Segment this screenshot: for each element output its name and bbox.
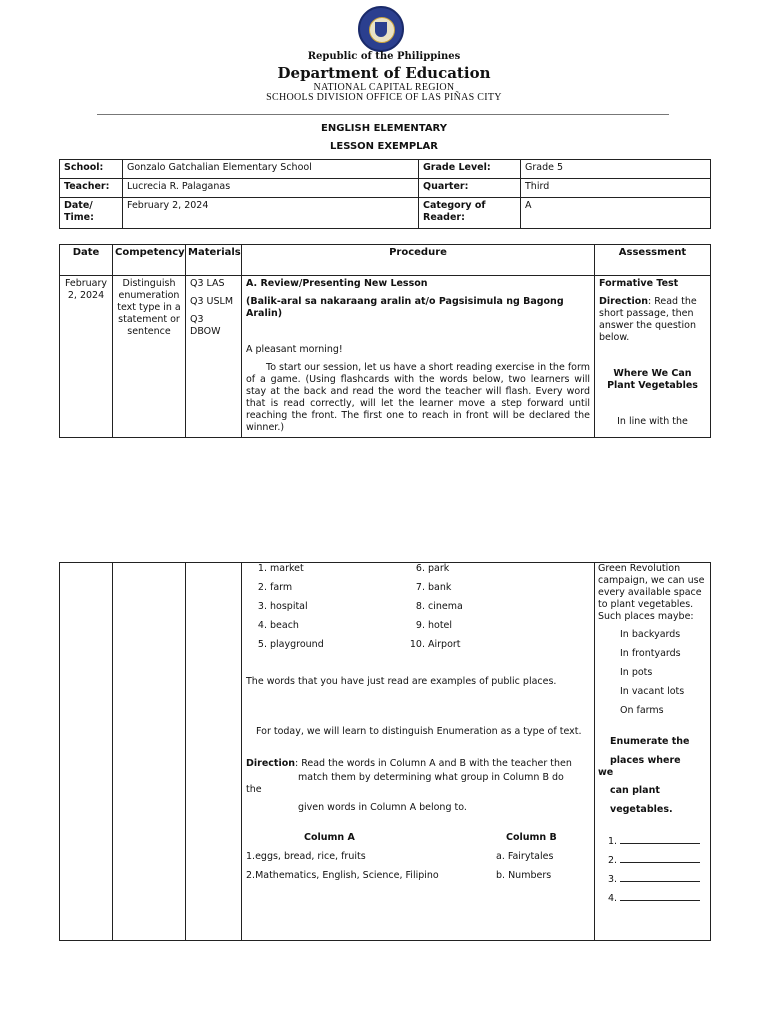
category-label: Category of Reader: xyxy=(419,198,521,229)
answer-blank[interactable] xyxy=(620,853,700,863)
quarter-value: Third xyxy=(521,179,711,198)
header-date: Date xyxy=(60,245,113,276)
category-value: A xyxy=(521,198,711,229)
list-item: 5. playground xyxy=(270,639,408,658)
question-line: Enumerate the xyxy=(610,736,690,747)
list-item: In vacant lots xyxy=(620,686,685,697)
header-divider xyxy=(97,114,669,115)
column-b-item: b. Numbers xyxy=(496,870,552,881)
republic-line: Republic of the Philippines xyxy=(307,51,461,62)
question-line: we xyxy=(598,767,614,778)
list-item: In frontyards xyxy=(620,648,681,659)
grade-label: Grade Level: xyxy=(419,160,521,179)
list-item: 9. hotel xyxy=(428,620,463,639)
list-item: 7. bank xyxy=(428,582,463,601)
column-a-heading: Column A xyxy=(304,832,355,843)
column-b-item: a. Fairytales xyxy=(496,851,554,862)
list-item: In pots xyxy=(620,667,653,678)
division-line: SCHOOLS DIVISION OFFICE OF LAS PIÑAS CITY xyxy=(266,92,502,103)
doc-subtitle: LESSON EXEMPLAR xyxy=(330,141,438,152)
passage-title: Where We Can Plant Vegetables xyxy=(607,368,698,391)
doc-title: ENGLISH ELEMENTARY xyxy=(321,123,447,134)
department-line: Department of Education xyxy=(277,64,491,82)
list-item: In backyards xyxy=(620,629,681,640)
material-item: Q3 USLM xyxy=(190,296,234,307)
cont-date-cell xyxy=(60,563,113,941)
material-item: Q3 LAS xyxy=(190,278,225,289)
list-item: 8. cinema xyxy=(428,601,463,620)
deped-seal xyxy=(358,6,404,52)
passage-continued: Green Revolution campaign, we can use every available space to plant vegetables. Such places maybe: xyxy=(598,563,705,622)
seal-shield-icon xyxy=(375,22,387,37)
assessment-heading: Formative Test xyxy=(599,278,679,289)
list-item: 3. hospital xyxy=(270,601,408,620)
column-b-heading: Column B xyxy=(506,832,557,843)
grade-value: Grade 5 xyxy=(521,160,711,179)
places-list xyxy=(598,629,707,724)
info-table xyxy=(59,159,711,229)
word-list-right xyxy=(408,563,463,658)
passage-start: In line with the xyxy=(617,416,688,427)
row-procedure xyxy=(242,276,595,438)
answer-number: 1. xyxy=(608,836,618,847)
column-a-item: 2.Mathematics, English, Science, Filipino xyxy=(246,870,439,881)
cont-assessment-cell xyxy=(595,563,711,941)
list-item: 1. market xyxy=(270,563,408,582)
answer-blank[interactable] xyxy=(620,872,700,882)
list-item: 10. Airport xyxy=(428,639,463,658)
header-competency: Competency xyxy=(113,245,186,276)
answer-blank[interactable] xyxy=(620,891,700,901)
cont-procedure-cell xyxy=(242,563,595,941)
procedure-direction-2: match them by determining what group in Column B do xyxy=(298,772,564,783)
material-item: Q3 DBOW xyxy=(190,314,221,337)
word-list-left xyxy=(256,563,408,658)
school-value: Gonzalo Gatchalian Elementary School xyxy=(123,160,419,179)
header-assessment: Assessment xyxy=(595,245,711,276)
question-line: places where xyxy=(610,755,681,766)
region-line: NATIONAL CAPITAL REGION xyxy=(313,82,455,93)
teacher-value: Lucrecia R. Palaganas xyxy=(123,179,419,198)
row-materials xyxy=(186,276,242,438)
list-item: 2. farm xyxy=(270,582,408,601)
date-label: Date/ Time: xyxy=(60,198,123,229)
today-text: For today, we will learn to distinguish Enumeration as a type of text. xyxy=(256,726,582,737)
review-heading: A. Review/Presenting New Lesson xyxy=(246,278,428,289)
procedure-direction-4: given words in Column A belong to. xyxy=(298,802,467,813)
answer-blanks xyxy=(598,834,707,910)
answer-number: 2. xyxy=(608,855,618,866)
list-item: On farms xyxy=(620,705,664,716)
teacher-label: Teacher: xyxy=(60,179,123,198)
review-subheading: (Balik-aral sa nakaraang aralin at/o Pagsisimula ng Bagong Aralin) xyxy=(246,296,564,319)
school-label: School: xyxy=(60,160,123,179)
intro-paragraph: To start our session, let us have a short reading exercise in the form of a game. (Using flashcards with the words below, two learners will stay at the back and read the word the teacher will flash. Every word that is read correctly, will let the learner move a step forward until reaching the front. The first one to reach in front will be declared the winner.) xyxy=(246,362,590,433)
procedure-direction-3: the xyxy=(246,784,262,795)
procedure-direction-label: Direction xyxy=(246,758,295,769)
question-line: vegetables. xyxy=(610,804,673,815)
lesson-table-continued xyxy=(59,562,711,941)
answer-number: 3. xyxy=(608,874,618,885)
greeting: A pleasant morning! xyxy=(246,344,343,355)
column-a-item: 1.eggs, bread, rice, fruits xyxy=(246,851,366,862)
quarter-label: Quarter: xyxy=(419,179,521,198)
row-date: February 2, 2024 xyxy=(60,276,113,438)
row-competency: Distinguish enumeration text type in a statement or sentence xyxy=(113,276,186,438)
list-item: 6. park xyxy=(428,563,463,582)
cont-competency-cell xyxy=(113,563,186,941)
question-line: can plant xyxy=(610,785,660,796)
direction-label: Direction xyxy=(599,296,648,307)
cont-materials-cell xyxy=(186,563,242,941)
date-value: February 2, 2024 xyxy=(123,198,419,229)
direction-text: : Read the short passage, then answer the question below. xyxy=(599,296,697,343)
header-procedure: Procedure xyxy=(242,245,595,276)
procedure-direction-1: : Read the words in Column A and B with the teacher then xyxy=(295,758,572,769)
examples-text: The words that you have just read are examples of public places. xyxy=(246,676,557,687)
list-item: 4. beach xyxy=(270,620,408,639)
answer-blank[interactable] xyxy=(620,834,700,844)
row-assessment xyxy=(595,276,711,438)
lesson-table xyxy=(59,244,711,438)
answer-number: 4. xyxy=(608,893,618,904)
header-materials: Materials xyxy=(186,245,242,276)
